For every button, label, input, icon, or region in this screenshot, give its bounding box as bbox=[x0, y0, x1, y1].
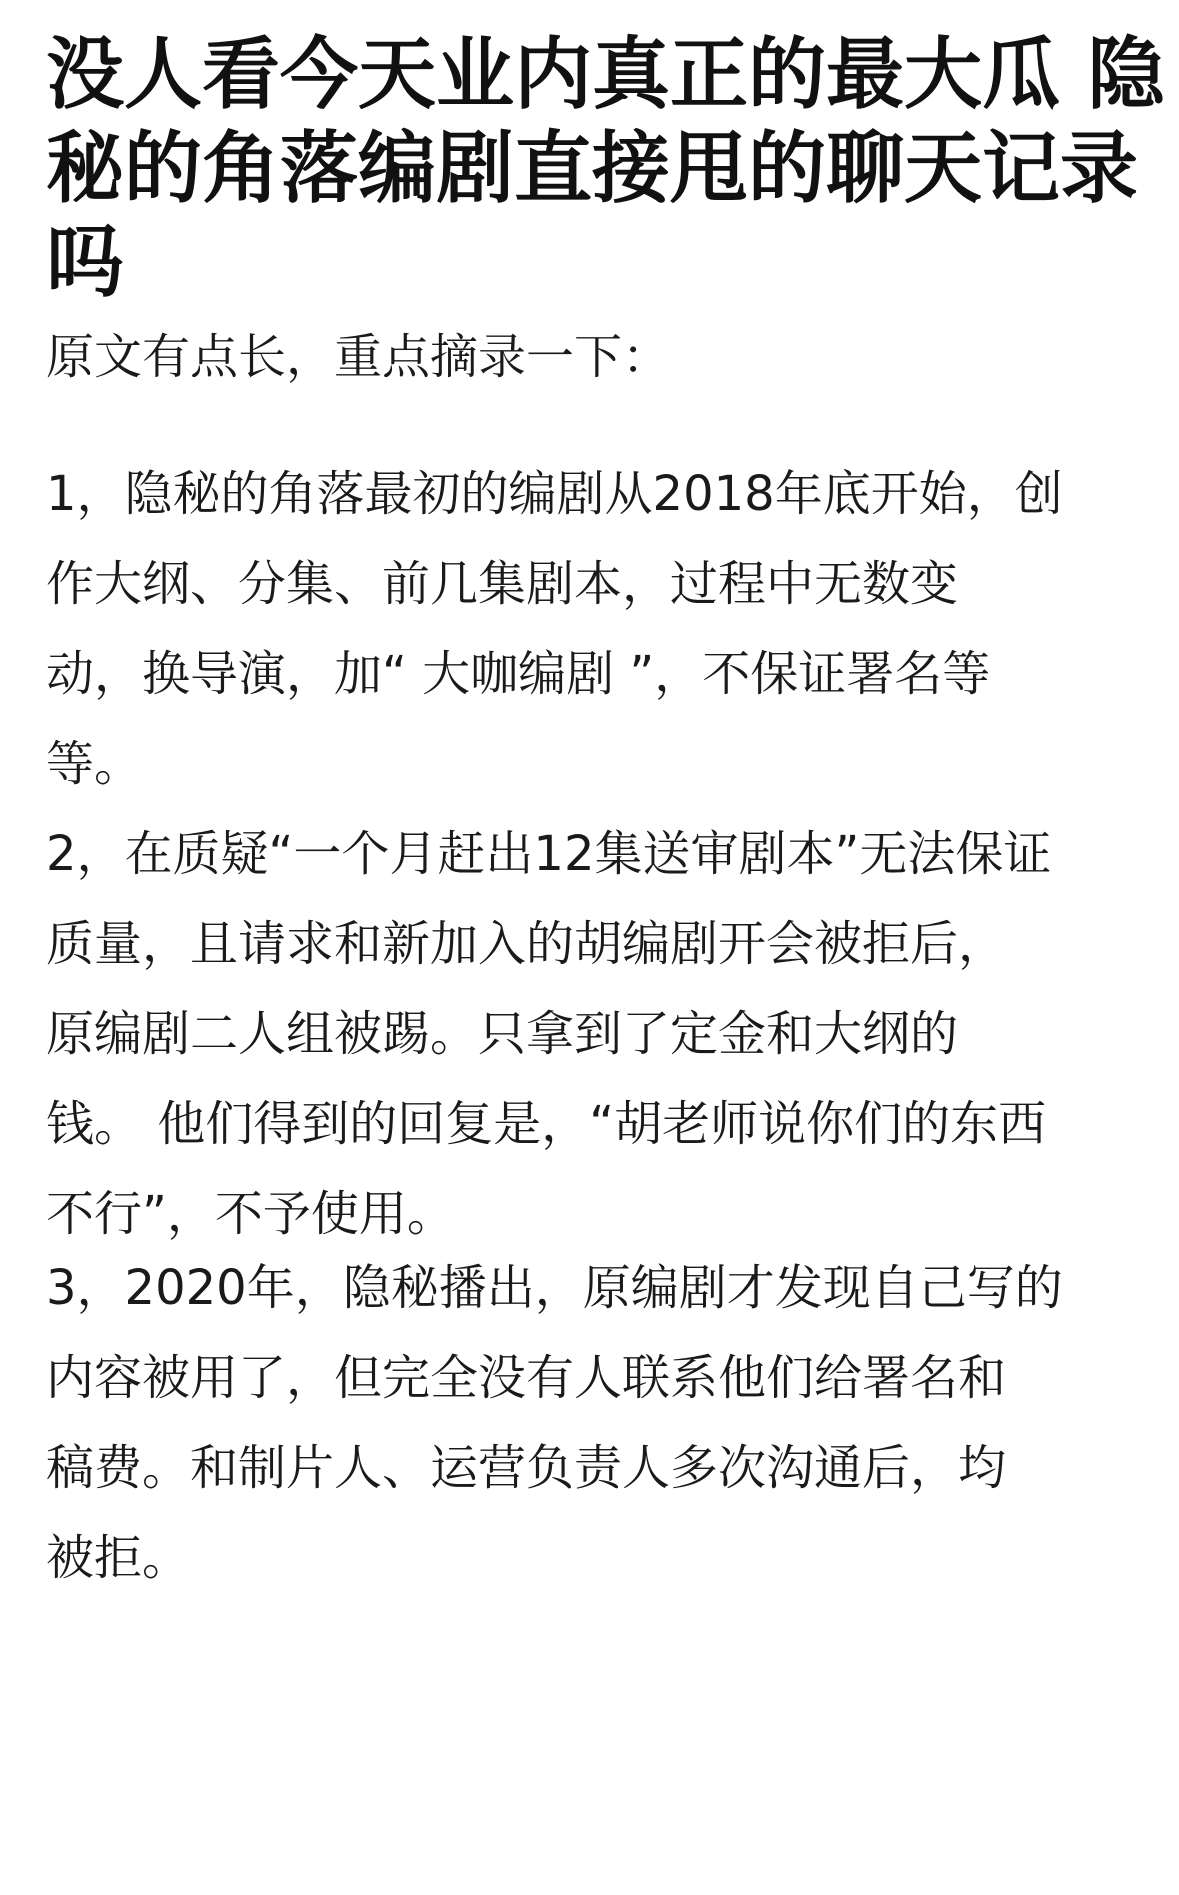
paragraph-line: 稿费。和制片人、运营负责人多次沟通后，均 bbox=[46, 1440, 1007, 1496]
paragraph-line: 内容被用了，但完全没有人联系他们给署名和 bbox=[46, 1350, 1007, 1406]
paragraph-line: 被拒。 bbox=[46, 1530, 191, 1586]
paragraph-line: 质量，且请求和新加入的胡编剧开会被拒后， bbox=[46, 916, 1007, 972]
paragraph-line: 1，隐秘的角落最初的编剧从2018年底开始，创 bbox=[46, 466, 1063, 522]
paragraph-line: 2，在质疑“一个月赶出12集送审剧本”无法保证 bbox=[46, 826, 1052, 882]
intro-paragraph bbox=[46, 312, 1146, 402]
paragraph-line: 3，2020年，隐秘播出，原编剧才发现自己写的 bbox=[46, 1260, 1063, 1316]
paragraph-line: 钱。 他们得到的回复是，“胡老师说你们的东西 bbox=[46, 1096, 1047, 1152]
paragraph-line: 等。 bbox=[46, 736, 143, 792]
point-3-paragraph bbox=[46, 1243, 1146, 1603]
paragraph-line: 作大纲、分集、前几集剧本，过程中无数变 bbox=[46, 556, 959, 612]
article-title bbox=[46, 28, 1166, 310]
paragraph-line: 动，换导演，加“ 大咖编剧 ”，不保证署名等 bbox=[46, 646, 991, 702]
title-line: 没人看今天业内真正的最大瓜 隐 bbox=[46, 30, 1166, 120]
paragraph-line: 不行”，不予使用。 bbox=[46, 1186, 455, 1242]
paragraph-line: 原编剧二人组被踢。只拿到了定金和大纲的 bbox=[46, 1006, 959, 1062]
point-1-paragraph bbox=[46, 449, 1146, 809]
intro-line: 原文有点长，重点摘录一下： bbox=[46, 329, 671, 385]
point-2-paragraph bbox=[46, 809, 1146, 1259]
title-line: 吗 bbox=[46, 218, 125, 308]
title-line: 秘的角落编剧直接甩的聊天记录 bbox=[46, 124, 1139, 214]
